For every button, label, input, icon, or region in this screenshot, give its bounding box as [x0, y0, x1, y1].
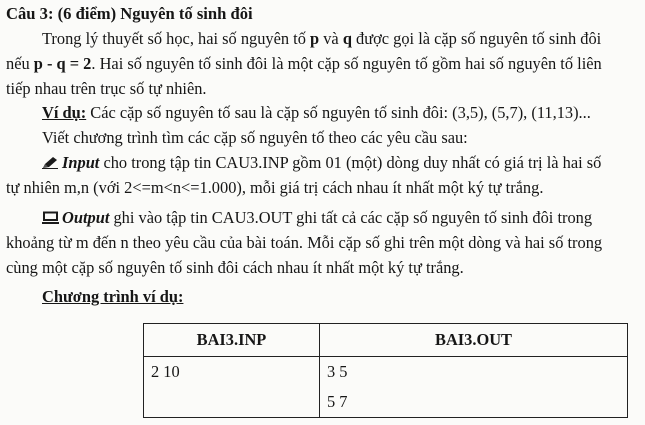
monitor-icon: [42, 209, 59, 222]
sample-table-row: [144, 357, 628, 418]
intro-line-3: tiếp nhau trên trục số tự nhiên.: [6, 79, 207, 98]
col-header-output: BAI3.OUT: [320, 324, 628, 357]
intro-text: và: [319, 29, 343, 48]
output-line-2: khoảng từ m đến n theo yêu cầu của bài toán. Mỗi cặp số ghi trên một dòng và hai số trong: [6, 233, 603, 252]
intro-text: Trong lý thuyết số học, hai số nguyên tố: [42, 29, 311, 48]
intro-line-2: [6, 54, 602, 74]
problem-heading: Câu 3: (6 điểm) Nguyên tố sinh đôi: [6, 4, 253, 23]
output-text: ghi vào tập tin CAU3.OUT ghi tất cả các cặp số nguyên tố sinh đôi trong: [109, 208, 593, 227]
input-line-1: [42, 153, 601, 173]
sample-heading-text: Chương trình ví dụ:: [42, 287, 184, 306]
intro-text: nếu: [6, 54, 34, 73]
input-text: cho trong tập tin CAU3.INP gồm 01 (một) dòng duy nhất có giá trị là hai số: [99, 153, 602, 172]
sample-table: [143, 323, 628, 418]
output-value-line: 5 7: [327, 392, 348, 411]
sample-heading: [42, 287, 183, 307]
input-cell: [144, 357, 320, 418]
example-line: [42, 103, 591, 123]
output-label: Output: [62, 208, 110, 227]
input-label: Input: [62, 153, 100, 172]
intro-text: được gọi là cặp số nguyên tố sinh đôi: [351, 29, 602, 48]
col-header-input: BAI3.INP: [144, 324, 320, 357]
example-text: Các cặp số nguyên tố sau là cặp số nguyên tố sinh đôi: (3,5), (5,7), (11,13)...: [86, 103, 591, 122]
var-p: p: [310, 29, 320, 48]
output-line-1: [42, 208, 592, 228]
intro-line-1: [42, 29, 601, 49]
task-line: Viết chương trình tìm các cặp số nguyên tố theo các yêu cầu sau:: [42, 128, 468, 147]
example-label: Ví dụ:: [42, 103, 87, 122]
twin-condition: p - q = 2: [33, 54, 92, 73]
output-cell: [320, 357, 628, 418]
intro-text: . Hai số nguyên tố sinh đôi là một cặp số nguyên tố gồm hai số nguyên tố liên: [91, 54, 602, 73]
input-value-line: 2 10: [151, 362, 180, 381]
output-value-line: 3 5: [327, 362, 348, 381]
output-line-3: cùng một cặp số nguyên tố sinh đôi cách nhau ít nhất một ký tự trắng.: [6, 258, 464, 277]
sample-table-header: [144, 324, 628, 357]
pencil-icon: [42, 154, 59, 167]
input-line-2: tự nhiên m,n (với 2<=m<n<=1.000), mỗi giá trị cách nhau ít nhất một ký tự trắng.: [6, 178, 544, 197]
var-q: q: [342, 29, 352, 48]
